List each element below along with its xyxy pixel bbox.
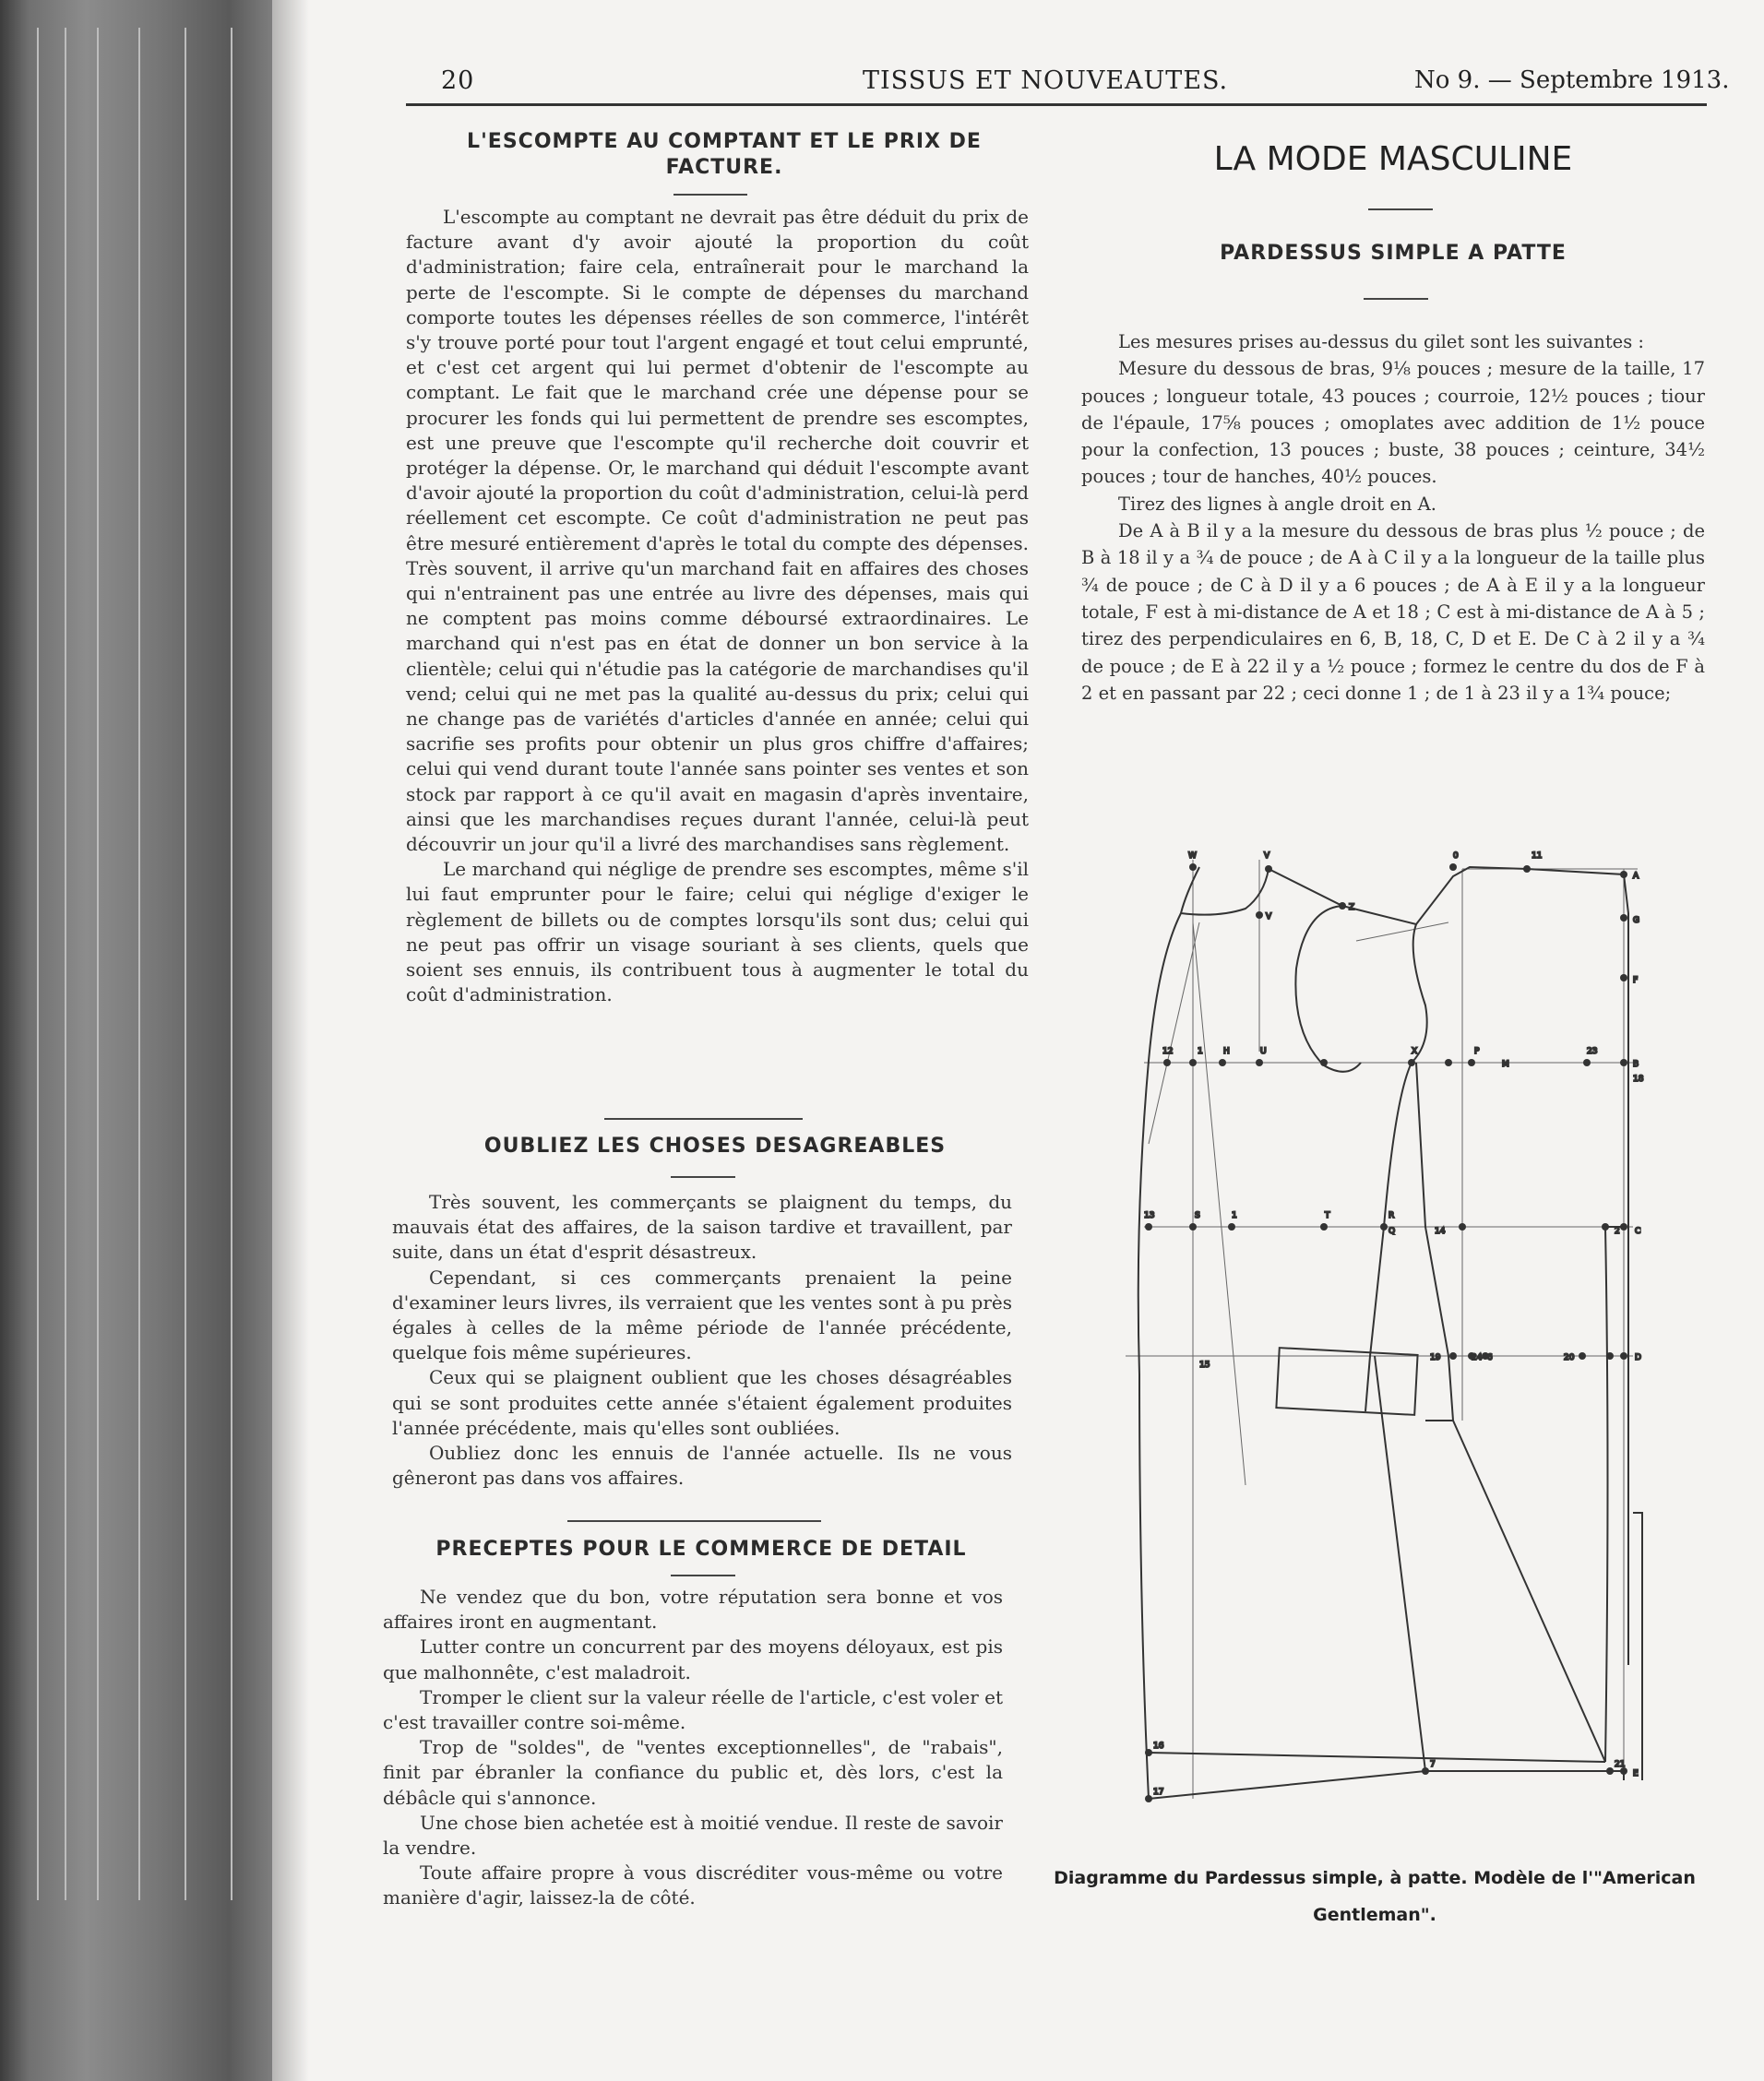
paragraph: Lutter contre un concurrent par des moyens déloyaux, est pis que malhonnête, c'est maladroit. (383, 1635, 1003, 1683)
svg-text:T: T (1325, 1211, 1330, 1220)
svg-text:F: F (1633, 976, 1639, 985)
svg-text:6: 6 (1487, 1353, 1493, 1362)
svg-text:14: 14 (1435, 1227, 1446, 1236)
svg-text:19: 19 (1430, 1353, 1441, 1362)
title-rule (671, 1176, 735, 1178)
svg-text:X: X (1412, 1047, 1418, 1056)
paragraph: Mesure du dessous de bras, 9⅛ pouces ; mesure de la taille, 17 pouces ; longueur totale, 43 pouces ; courroie, 12½ pouces ; tiour de l'épaule, 17⅝ pouces ; omoplates avec addition de 1½ pouce pour la confection, 13 pouces ; buste, 38 pouces ; ceinture, 34½ pouces ; tour de hanches, 40½ pouces. (1081, 358, 1705, 488)
pattern-diagram (1107, 821, 1661, 1817)
svg-text:21: 21 (1615, 1760, 1626, 1769)
page-edge-line (37, 28, 39, 1900)
article-body-preceptes (383, 1585, 1003, 1911)
article-title-oubliez: OUBLIEZ LES CHOSES DESAGREABLES (483, 1135, 947, 1158)
svg-text:Z: Z (1349, 903, 1355, 912)
article-title-escompte: L'ESCOMPTE AU COMPTANT ET LE PRIX DE FACTURE. (467, 130, 982, 179)
svg-text:B: B (1633, 1060, 1639, 1069)
paragraph: Trop de "soldes", de "ventes exceptionnelles", de "rabais", finit par ébranler la confiance du public et, dès lors, c'est la débâcle qui s'annonce. (383, 1736, 1003, 1809)
article-title-preceptes: PRECEPTES POUR LE COMMERCE DE DETAIL (435, 1538, 967, 1561)
title-rule (1364, 298, 1428, 300)
svg-text:15: 15 (1199, 1361, 1210, 1370)
header-rule (406, 103, 1707, 106)
journal-title: TISSUS ET NOUVEAUTES. (863, 66, 1229, 95)
title-rule (1368, 208, 1433, 210)
paragraph: Tirez des lignes à angle droit en A. (1118, 493, 1436, 515)
page-edge-line (185, 28, 186, 1900)
svg-text:C: C (1635, 1227, 1641, 1236)
section-divider (604, 1118, 803, 1120)
svg-text:V: V (1266, 912, 1272, 922)
paragraph: L'escompte au comptant ne devrait pas être déduit du prix de facture avant d'y avoir ajouté la proportion du coût d'administration; faire cela, entraînerait pour le marchand la perte de l'escompte. Si le compte de dépenses du marchand comporte toutes les dépenses réelles de son commerce, l'intérêt s'y trouve porté pour tout l'argent engagé et tout celui emprunté, et c'est cet argent qui lui permet d'obtenir de l'escompte au comptant. Le fait que le marchand crée une dépense pour se procurer les fonds qui lui permettent de prendre ses escomptes, est une preuve que l'escompte qu'il recherche doit couvrir et protéger la dépense. Or, le marchand qui déduit l'escompte avant d'avoir ajouté la proportion du coût d'administration, celui-là perd réellement cet escompte. Ce coût d'administration ne peut pas être mesuré entièrement d'après le total du compte des dépenses. Très souvent, il arrive qu'un marchand fait en affaires des choses qui n'entrainent pas une entrée au livre des dépenses, mais qui ne comptent pas moins comme déboursé extraordinaires. Le marchand qui n'est pas en état de donner un bon service à la clientèle; celui qui n'étudie pas la catégorie de marchandises qu'il vend; celui qui ne met pas la qualité au-dessus du prix; celui qui ne change pas de variétés d'articles d'année en année; celui qui sacrifie ses profits pour obtenir un plus gros chiffre d'affaires; celui qui vend durant toute l'année sans pointer ses ventes et son stock par rapport à ce qu'il avait en magasin d'après inventaire, ainsi que les marchandises reçues durant l'année, celui-là peut découvrir un jour qu'il a livré des marchandises sans règlement. (406, 206, 1029, 856)
pattern-points (1145, 863, 1627, 1802)
svg-text:1: 1 (1198, 1047, 1203, 1056)
paragraph: Tromper le client sur la valeur réelle de l'article, c'est voler et c'est travailler contre soi-même. (383, 1685, 1003, 1734)
svg-text:V: V (1264, 851, 1270, 861)
book-page-edges (0, 0, 286, 2081)
title-rule (671, 1575, 735, 1576)
figure-caption: Diagramme du Pardessus simple, à patte. Modèle de l'"American Gentleman". (1054, 1868, 1696, 1925)
section-divider (567, 1520, 821, 1522)
svg-text:W: W (1188, 851, 1197, 861)
svg-text:H: H (1223, 1047, 1230, 1056)
svg-text:24: 24 (1472, 1353, 1483, 1362)
page-edge-line (65, 28, 66, 1900)
paragraph: Ne vendez que du bon, votre réputation sera bonne et vos affaires iront en augmentant. (383, 1586, 1003, 1634)
svg-text:R: R (1389, 1211, 1395, 1220)
svg-text:U: U (1260, 1047, 1267, 1056)
issue-date: No 9. — Septembre 1913. (1414, 66, 1730, 94)
paragraph: Le marchand qui néglige de prendre ses escomptes, même s'il lui faut emprunter pour le faire; celui qui néglige d'exiger le règlement de billets ou de comptes lorsqu'ils sont dus; celui qui ne peut pas offrir un visage souriant à ses clients, quels que soient ses ennuis, ils contribuent tous à augmenter le total du coût d'administration. (406, 858, 1029, 1006)
pattern-labels (1144, 851, 1644, 1797)
paragraph: Très souvent, les commerçants se plaignent du temps, du mauvais état des affaires, de la saison tardive et travaillent, par suite, dans un état d'esprit désastreux. (392, 1191, 1012, 1264)
paragraph: Toute affaire propre à vous discréditer vous-même ou votre manière d'agir, laissez-la de côté. (383, 1861, 1003, 1909)
svg-text:S: S (1195, 1211, 1200, 1220)
title-rule (673, 194, 747, 196)
article-body-oubliez (392, 1190, 1012, 1491)
svg-text:0: 0 (1453, 851, 1459, 861)
svg-text:G: G (1633, 916, 1639, 925)
page-edge-line (97, 28, 99, 1900)
svg-text:1: 1 (1232, 1211, 1237, 1220)
svg-text:Q: Q (1389, 1227, 1396, 1236)
pattern-outline (1181, 867, 1628, 1665)
svg-text:23: 23 (1587, 1047, 1598, 1056)
svg-text:D: D (1635, 1353, 1641, 1362)
svg-text:13: 13 (1144, 1211, 1155, 1220)
svg-text:A: A (1633, 872, 1639, 881)
svg-text:17: 17 (1153, 1788, 1164, 1797)
paragraph: Cependant, si ces commerçants prenaient la peine d'examiner leurs livres, ils verraient que les ventes sont à pu près égales à celles de la même période de l'année précédente, quelque fois même supérieures. (392, 1266, 1012, 1364)
svg-text:20: 20 (1564, 1353, 1575, 1362)
article-title-pardessus: PARDESSUS SIMPLE A PATTE (1220, 242, 1567, 265)
svg-text:18: 18 (1633, 1075, 1644, 1084)
svg-text:M: M (1502, 1060, 1509, 1069)
svg-text:E: E (1633, 1769, 1639, 1778)
svg-text:P: P (1474, 1047, 1480, 1056)
svg-text:7: 7 (1430, 1760, 1436, 1769)
page-edge-line (231, 28, 232, 1900)
paragraph: Oubliez donc les ennuis de l'année actuelle. Ils ne vous gêneront pas dans vos affaires. (392, 1442, 1012, 1490)
svg-text:11: 11 (1532, 851, 1543, 861)
svg-text:2: 2 (1615, 1227, 1620, 1236)
section-title-mode-masculine: LA MODE MASCULINE (1213, 140, 1573, 178)
paragraph: De A à B il y a la mesure du dessous de bras plus ½ pouce ; de B à 18 il y a ¾ de pouce ; de A à C il y a la longueur de la taille plus ¾ de pouce ; de C à D il y a 6 pouces ; de A à E il y a la longueur totale, F est à mi-distance de A et 18 ; C est à mi-distance de A à 5 ; tirez des perpendiculaires en 6, B, 18, C, D et E. De C à 2 il y a ¾ de pouce ; de E à 22 il y a ½ pouce ; formez le centre du dos de F à 2 et en passant par 22 ; ceci donne 1 ; de 1 à 23 il y a 1¾ pouce; (1081, 520, 1705, 704)
svg-text:16: 16 (1153, 1742, 1164, 1751)
page-edge-line (138, 28, 140, 1900)
article-body-escompte (406, 205, 1029, 1008)
svg-text:12: 12 (1162, 1047, 1174, 1056)
page-gutter-shadow (272, 0, 309, 2081)
paragraph: Une chose bien achetée est à moitié vendue. Il reste de savoir la vendre. (383, 1811, 1003, 1860)
pocket-flap (1276, 1348, 1417, 1415)
paragraph: Les mesures prises au-dessus du gilet sont les suivantes : (1118, 331, 1644, 352)
paragraph: Ceux qui se plaignent oublient que les choses désagréables qui se sont produites cette année s'étaient également produites l'année précédente, mais qu'elles sont oubliées. (392, 1366, 1012, 1439)
article-body-pardessus (1081, 328, 1705, 707)
page-number: 20 (441, 66, 475, 95)
